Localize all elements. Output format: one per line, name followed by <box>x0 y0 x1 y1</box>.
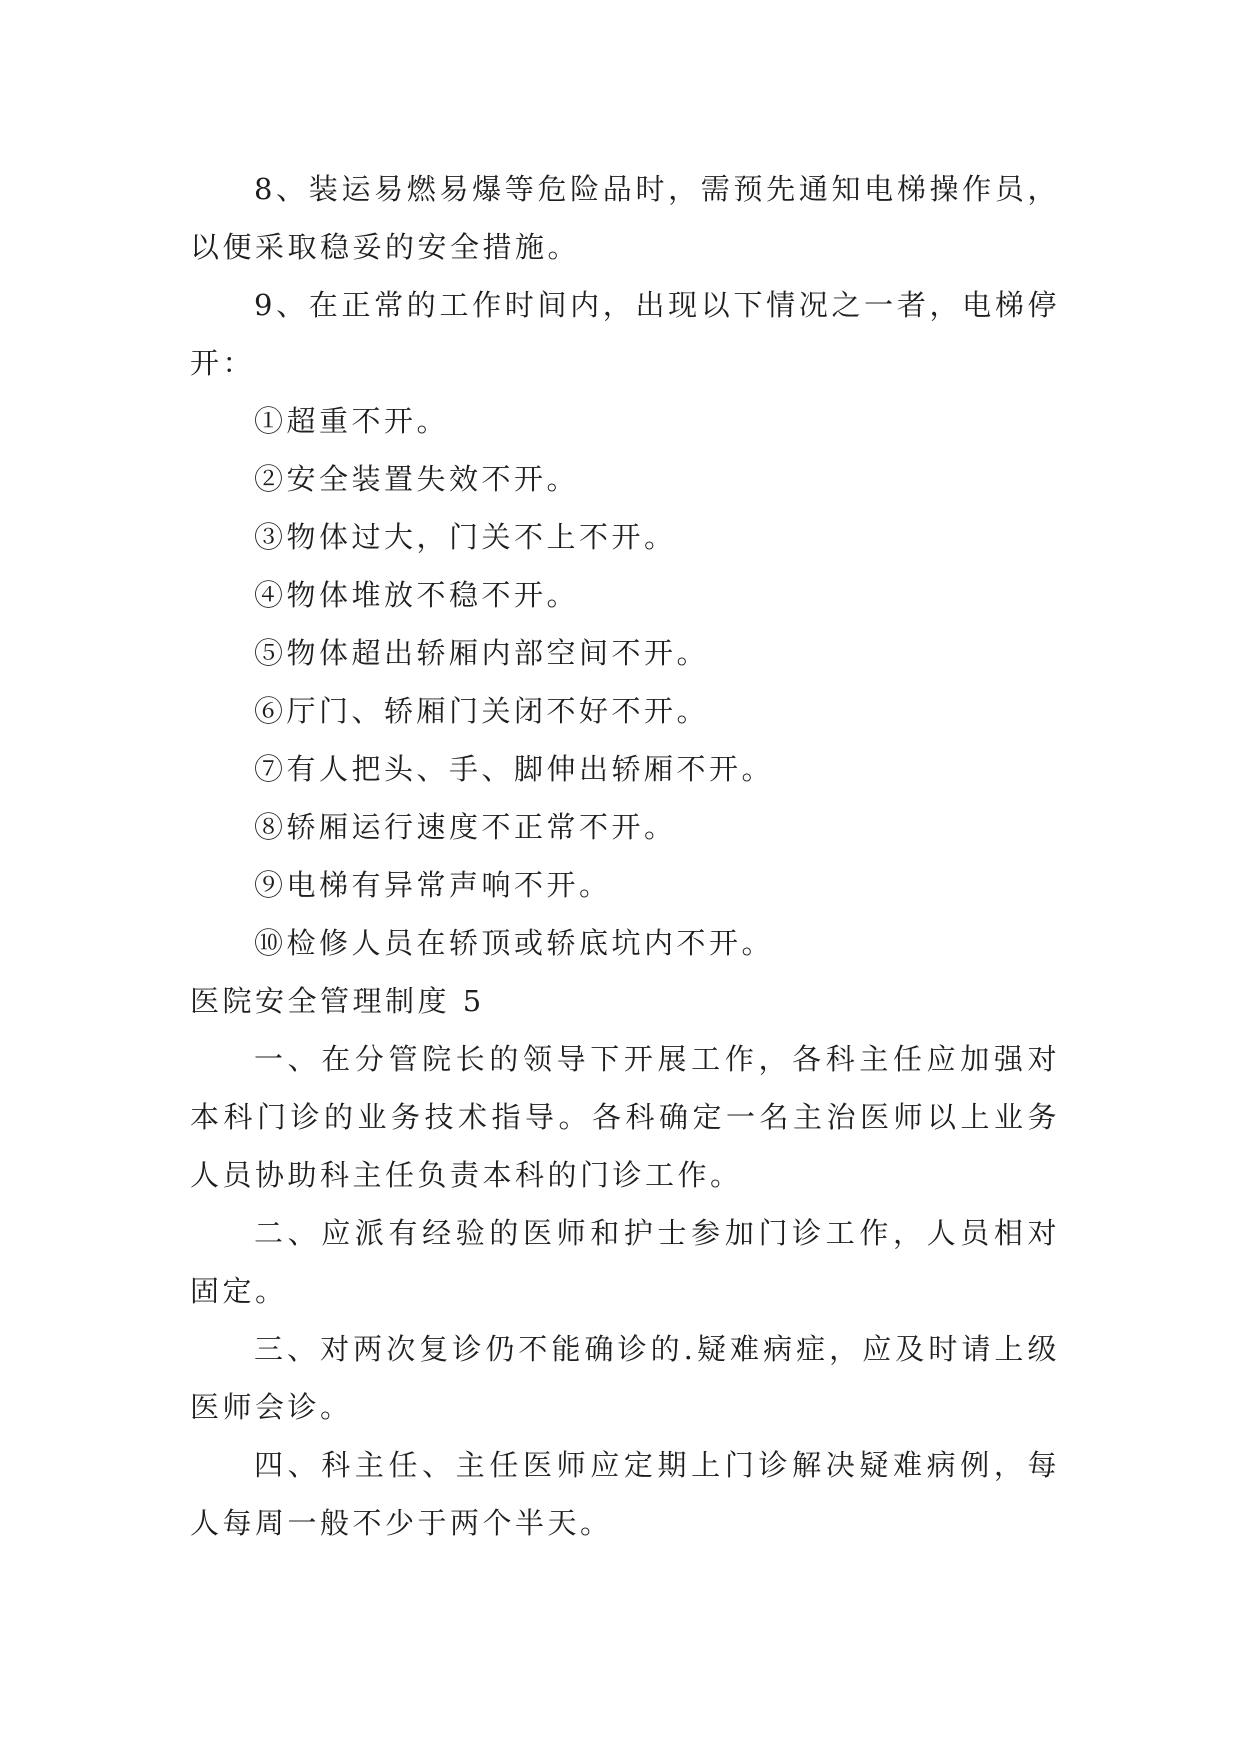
list-item: ⑧轿厢运行速度不正常不开。 <box>254 810 677 844</box>
list-item: ⑩检修人员在轿顶或轿底坑内不开。 <box>254 926 775 960</box>
list-item: ④物体堆放不稳不开。 <box>254 578 580 612</box>
list-item: ③物体过大，门关不上不开。 <box>254 520 677 554</box>
list-item: ⑥厅门、轿厢门关闭不好不开。 <box>254 694 710 728</box>
paragraph: 四、科主任、主任医师应定期上门诊解决疑难病例，每人每周一般不少于两个半天。 <box>190 1448 1060 1540</box>
document-body <box>190 160 1060 1552</box>
section-heading: 医院安全管理制度 5 <box>190 984 485 1018</box>
paragraph: 一、在分管院长的领导下开展工作，各科主任应加强对本科门诊的业务技术指导。各科确定一名主治医师以上业务人员协助科主任负责本科的门诊工作。 <box>190 1042 1060 1192</box>
paragraph-9: 9、在正常的工作时间内，出现以下情况之一者，电梯停开： <box>190 288 1060 380</box>
list-item: ①超重不开。 <box>254 404 450 438</box>
list-item: ②安全装置失效不开。 <box>254 462 580 496</box>
paragraph: 三、对两次复诊仍不能确诊的.疑难病症，应及时请上级医师会诊。 <box>190 1332 1060 1424</box>
paragraph-8: 8、装运易燃易爆等危险品时，需预先通知电梯操作员，以便采取稳妥的安全措施。 <box>190 172 1060 264</box>
list-item: ⑦有人把头、手、脚伸出轿厢不开。 <box>254 752 775 786</box>
list-item: ⑤物体超出轿厢内部空间不开。 <box>254 636 710 670</box>
list-item: ⑨电梯有异常声响不开。 <box>254 868 612 902</box>
paragraph: 二、应派有经验的医师和护士参加门诊工作，人员相对固定。 <box>190 1216 1060 1308</box>
